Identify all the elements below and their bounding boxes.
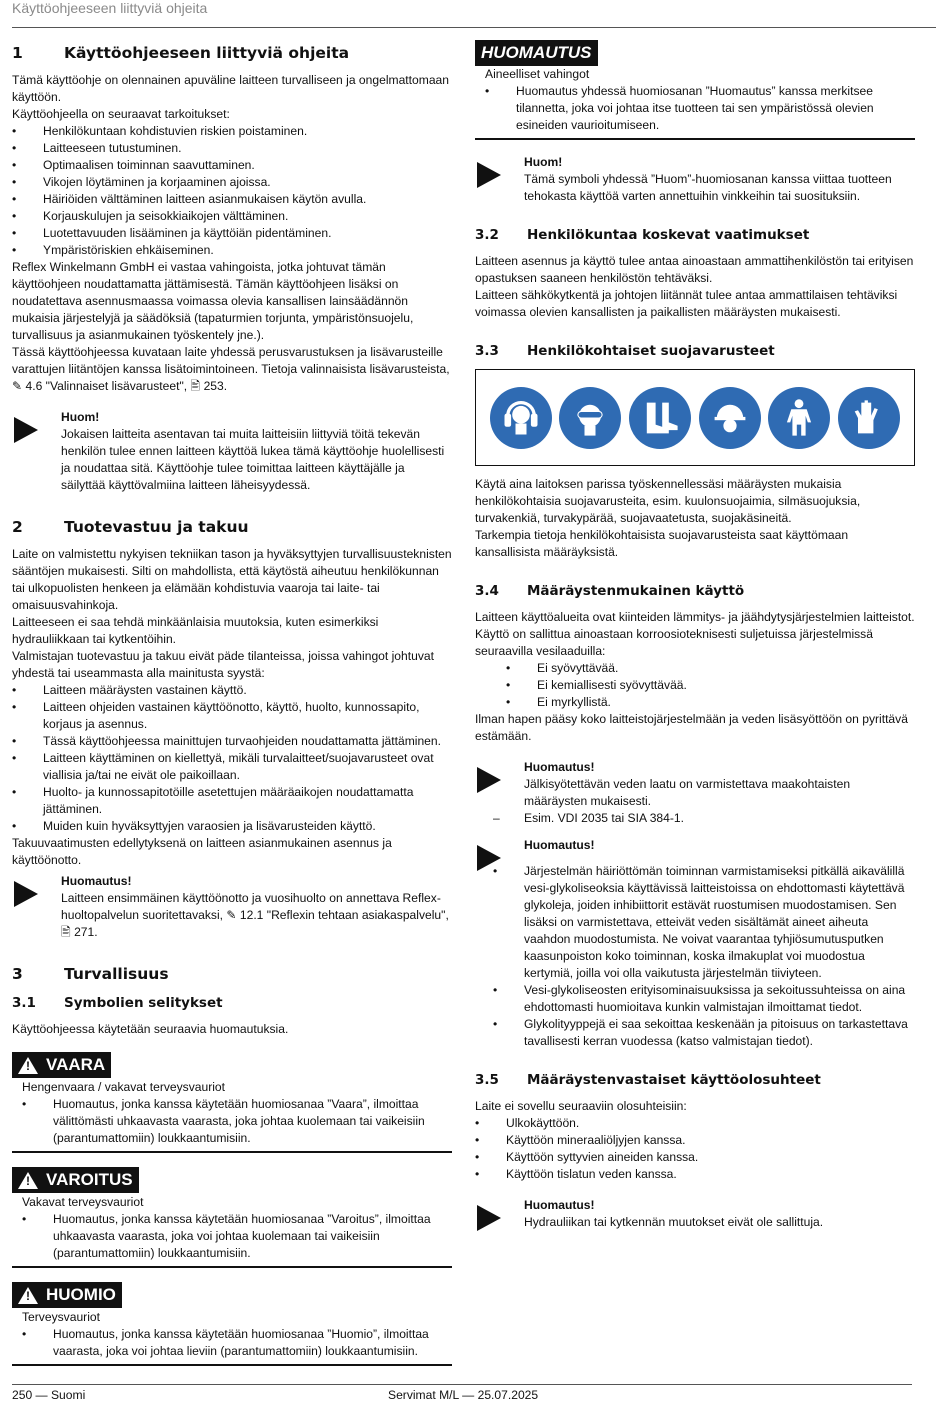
huomio-label: ! HUOMIO: [12, 1282, 122, 1308]
list-item: • Laitteeseen tutustuminen.: [12, 140, 452, 157]
s34-paragraph-1: Laitteen käyttöalueita ovat kiinteiden lämmitys- ja jäähdytysjärjestelmien laitteistot. Käyttö on sallittua ainoastaan korroosioteknisesti suljetuissa järjestelmissä seuraavilla vesilaaduilla:: [475, 610, 915, 658]
warning-icon: !: [18, 1172, 38, 1189]
huomautus-text: • Huomautus yhdessä huomiosanan ”Huomautus” kanssa merkitsee tilannetta, joka voi johtaa itse tuotteen tai sen ympäristössä olevien esineiden vaurioitumiseen.: [485, 83, 915, 134]
ppe-pictograms: [475, 369, 915, 466]
list-item: • Muiden kuin hyväksyttyjen varaosien ja lisävarusteiden käyttö.: [12, 818, 452, 835]
list-item: • Ei myrkyllistä.: [506, 694, 915, 711]
vaara-label: ! VAARA: [12, 1052, 111, 1078]
list-item: • Laitteen määräysten vastainen käyttö.: [12, 682, 452, 699]
varoitus-label: ! VAROITUS: [12, 1167, 139, 1193]
footer-divider: [12, 1384, 912, 1385]
s31-paragraph: Käyttöohjeessa käytetään seuraavia huomautuksia.: [12, 1022, 289, 1036]
section-3-3-heading: 3.3 Henkilökohtaiset suojavarusteet: [475, 343, 775, 359]
section-3-1-heading: 3.1 Symbolien selitykset: [12, 995, 223, 1011]
s33-paragraph-2: Tarkempia tietoja henkilökohtaisista suojavarusteista saat käyttömaan kansallisista määräyksistä.: [475, 528, 849, 559]
note-title: Huom!: [524, 155, 563, 169]
s2-paragraph-3: Valmistajan tuotevastuu ja takuu eivät päde tilanteissa, joissa vahingot johtuvat yhdestä tai useammasta alla mainitusta syystä:: [12, 649, 434, 680]
list-item: • Tässä käyttöohjeessa mainittujen turvaohjeiden noudattamatta jättäminen.: [12, 733, 452, 750]
s2-paragraph-4: Takuuvaatimusten edellytyksenä on laitteen asianmukainen asennus ja käyttöönotto.: [12, 836, 392, 867]
vaara-signal-box: [12, 1052, 452, 1153]
list-item: • Vesi-glykoliseosten erityisominaisuuksissa ja sekoitussuhteissa on aina ehdottomasti huomioitava kunkin valmistajan ilmoittamat tiedot.: [493, 982, 915, 1016]
purposes-list: [12, 123, 452, 259]
list-item: • Ympäristöriskien ehkäiseminen.: [12, 242, 452, 259]
footer-page-number: 250 — Suomi: [12, 1388, 86, 1402]
ear-protection-icon: [490, 387, 552, 449]
protective-suit-icon: [768, 387, 830, 449]
s1-paragraph-3: Reflex Winkelmann GmbH ei vastaa vahingoista, jotka johtuvat tämän käyttöohjeen noudattamatta jättämisestä. Tämän käyttöohjeen lisäksi on noudatettava asennusmaassa voimassa olevia kansallisen lainsäädännön mukaisia järjestelyjä ja säädöksiä (tapaturmien torjunta, ympäristönsuojelu, turvallisuus ja asianmukainen työskentely jne.).: [12, 260, 414, 342]
list-item: • Huolto- ja kunnossapitotöille asetettujen määräaikojen noudattamatta jättäminen.: [12, 784, 452, 818]
water-quality-list: [475, 660, 915, 711]
section-3-4-heading: 3.4 Määräystenmukainen käyttö: [475, 583, 745, 599]
reasons-list: [12, 682, 452, 835]
warning-icon: !: [18, 1057, 38, 1074]
list-item: • Optimaalisen toiminnan saavuttaminen.: [12, 157, 452, 174]
note-box: [12, 873, 452, 941]
list-item: • Ei syövyttävää.: [506, 660, 915, 677]
s35-paragraph: Laite ei sovellu seuraaviin olosuhteisiin:: [475, 1099, 687, 1113]
footer-document: Servimat M/L — 25.07.2025: [388, 1388, 539, 1402]
note-arrow-icon: [477, 767, 501, 793]
header-divider: [12, 27, 936, 28]
section-1-heading: 1 Käyttöohjeeseen liittyviä ohjeita: [12, 44, 350, 62]
list-item: • Häiriöiden välttäminen laitteen asianmukaisen käytön avulla.: [12, 191, 452, 208]
note-box: [12, 409, 452, 494]
s33-paragraph-1: Käytä aina laitoksen parissa työskennellessäsi määräysten mukaisia henkilökohtaisia suojavarusteita, esim. kuulonsuojaimia, silmäsuojuksia, turvakenkiä, turvakypärää, suojavaatetusta, suojakäsineitä.: [475, 477, 861, 525]
s34-paragraph-2: Ilman hapen pääsy koko laitteistojärjestelmään ja veden lisäsyöttöön on pyrittävä estämään.: [475, 712, 908, 743]
safety-boots-icon: [629, 387, 691, 449]
s32-paragraph-2: Laitteen sähkökytkentä ja johtojen liitännät tulee antaa ammattilaisen tehtäviksi voimassa olevien kansallisten ja paikallisten määräysten mukaisesti.: [475, 288, 898, 319]
section-3-2-heading: 3.2 Henkilökuntaa koskevat vaatimukset: [475, 227, 810, 243]
huomautus-signal-box: [475, 40, 915, 140]
note-title: Huomautus!: [524, 838, 595, 852]
list-item: • Luotettavuuden lisääminen ja käyttöiän pidentäminen.: [12, 225, 452, 242]
list-item: • Laitteen käyttäminen on kiellettyä, mikäli turvalaitteet/suojavarusteet ovat viallisia ja/tai ne eivät ole paikoillaan.: [12, 750, 452, 784]
note-title: Huomautus!: [524, 1198, 595, 1212]
list-item: • Vikojen löytäminen ja korjaaminen ajoissa.: [12, 174, 452, 191]
huomio-text: • Huomautus, jonka kanssa käytetään huomiosanaa ”Huomio”, ilmoittaa vaarasta, joka voi johtaa lieviin (parantumattomiin) loukkaantumisiin.: [22, 1326, 452, 1360]
section-2-heading: 2 Tuotevastuu ja takuu: [12, 518, 249, 536]
warning-icon: !: [18, 1287, 38, 1304]
list-item: • Ei kemiallisesti syövyttävää.: [506, 677, 915, 694]
s1-paragraph-2: Käyttöohjeella on seuraavat tarkoitukset:: [12, 107, 230, 121]
note-text: Hydrauliikan tai kytkennän muutokset eivät ole sallittuja.: [524, 1215, 824, 1229]
varoitus-subtitle: Vakavat terveysvauriot: [22, 1195, 144, 1209]
note-arrow-icon: [477, 1205, 501, 1231]
unsuitable-conditions-list: [475, 1115, 915, 1183]
list-item: • Käyttöön mineraaliöljyjen kanssa.: [475, 1132, 915, 1149]
huomio-signal-box: [12, 1282, 452, 1366]
right-column: [475, 40, 915, 1231]
note-box: [475, 1197, 915, 1231]
gloves-icon: [838, 387, 900, 449]
list-item: – Esim. VDI 2035 tai SIA 384-1.: [493, 810, 915, 827]
list-item: • Henkilökuntaan kohdistuvien riskien poistaminen.: [12, 123, 452, 140]
running-head: Käyttöohjeeseen liittyviä ohjeita: [12, 0, 208, 16]
vaara-subtitle: Hengenvaara / vakavat terveysvauriot: [22, 1080, 226, 1094]
huomio-subtitle: Terveysvauriot: [22, 1310, 100, 1324]
note-title: Huomautus!: [61, 874, 132, 888]
note-arrow-icon: [477, 162, 501, 188]
note-text: Tämä symboli yhdessä ”Huom”-huomiosanan kanssa viittaa tuotteen tehokasta käyttöä varten annettuihin vinkkeihin tai suosituksiin.: [524, 172, 892, 203]
s32-paragraph-1: Laitteen asennus ja käyttö tulee antaa ainoastaan ammattihenkilöstön tai erityisen opastuksen saaneen henkilöstön tehtäväksi.: [475, 254, 914, 285]
s2-paragraph-2: Laitteeseen ei saa tehdä minkäänlaisia muutoksia, kuten esimerkiksi hydrauliikkaan tai kytkentöihin.: [12, 615, 379, 646]
note-dash-list: [475, 810, 915, 827]
list-item: • Käyttöön syttyvien aineiden kanssa.: [475, 1149, 915, 1166]
section-3-heading: 3 Turvallisuus: [12, 965, 169, 983]
glycol-list: [475, 863, 915, 1050]
note-box: [475, 154, 915, 205]
note-text: Laitteen ensimmäinen käyttöönotto ja vuosihuolto on annettava Reflex-huoltopalvelun suoritettavaksi, ✎ 12.1 "Reflexin tehtaan asiakaspalvelu", 🖹 271.: [61, 891, 449, 939]
list-item: • Korjauskulujen ja seisokkiaikojen välttäminen.: [12, 208, 452, 225]
list-item: • Glykolityyppejä ei saa sekoittaa keskenään ja pitoisuus on tarkastettava tavallisesti kerran vuodessa (katso valmistajan tiedot).: [493, 1016, 915, 1050]
left-column: [12, 40, 452, 1366]
list-item: • Käyttöön tislatun veden kanssa.: [475, 1166, 915, 1183]
vaara-text: • Huomautus, jonka kanssa käytetään huomiosanaa ”Vaara”, ilmoittaa välittömästi uhkaavasta vaarasta, joka johtaa kuolemaan tai vaikeisiin (parantumattomiin) loukkaantumisiin.: [22, 1096, 452, 1147]
huomautus-subtitle: Aineelliset vahingot: [485, 67, 590, 81]
note-text: Jokaisen laitteita asentavan tai muita laitteisiin liittyviä töitä tekevän henkilön tulee ennen laitteen käyttöä lukea tämä käyttöohje huolellisesti ja noudattaa sitä. Käyttöohje tulee toimittaa laitteen käyttäjälle ja säilyttää käyttövalmiina laitteen läheisyydessä.: [61, 427, 445, 492]
varoitus-text: • Huomautus, jonka kanssa käytetään huomiosanaa ”Varoitus”, ilmoittaa uhkaavasta vaarasta, joka voi johtaa kuolemaan tai vaikeisiin (parantumattomiin) loukkaantumisiin.: [22, 1211, 452, 1262]
note-arrow-icon: [14, 417, 38, 443]
section-3-5-heading: 3.5 Määräystenvastaiset käyttöolosuhteet: [475, 1072, 821, 1088]
huomautus-label: HUOMAUTUS: [475, 40, 598, 66]
helmet-icon: [699, 387, 761, 449]
note-title: Huom!: [61, 410, 100, 424]
note-text: Jälkisyötettävän veden laatu on varmistettava maakohtaisten määräysten mukaisesti.: [524, 777, 851, 808]
varoitus-signal-box: [12, 1167, 452, 1268]
s1-paragraph-4: Tässä käyttöohjeessa kuvataan laite yhdessä perusvarustuksen ja lisävarusteille varattujen liitäntöjen kanssa lisätoimintoineen. Tietoja valinnaisista lisävarusteista, ✎ 4.6 "Valinnaiset lisävarusteet", 🖹 253.: [12, 345, 450, 393]
eye-protection-icon: [559, 387, 621, 449]
note-arrow-icon: [14, 881, 38, 907]
note-box: [475, 759, 915, 810]
s1-paragraph-1: Tämä käyttöohje on olennainen apuväline laitteen turvalliseen ja ongelmattomaan käyttöön.: [12, 73, 450, 104]
note-title: Huomautus!: [524, 760, 595, 774]
list-item: • Laitteen ohjeiden vastainen käyttöönotto, käyttö, huolto, kunnossapito, korjaus ja asennus.: [12, 699, 452, 733]
list-item: • Ulkokäyttöön.: [475, 1115, 915, 1132]
list-item: • Järjestelmän häiriöttömän toiminnan varmistamiseksi pitkällä aikavälillä vesi-glykoliseoksia käyttävissä laitteistoissa on ehdottomasti käytettävä glykoleja, joiden inhibiittorit estävät ruostumisen muodostamisen. Sen lisäksi on varmistettava, etteivät veden sisältämät aineet aiheuta vaahdon muodostumista. Ne voivat vaarantaa tyhjiösumutusputken kaasunpoiston koko toiminnan, koska ilmakuplat voi muodostua kertymiä, joilla voi olla vaikutusta järjestelmän tiiviyteen.: [493, 863, 915, 982]
s2-paragraph-1: Laite on valmistettu nykyisen tekniikan tason ja hyväksyttyjen turvallisuusteknisten sääntöjen mukaisesti. Silti on mahdollista, että käytöstä aiheutuu henkilökunnan tai ulkopuolisten henkeen ja elämään kohdistuvia vaaroja tai laite- tai omaisuusvahinkoja.: [12, 547, 452, 612]
